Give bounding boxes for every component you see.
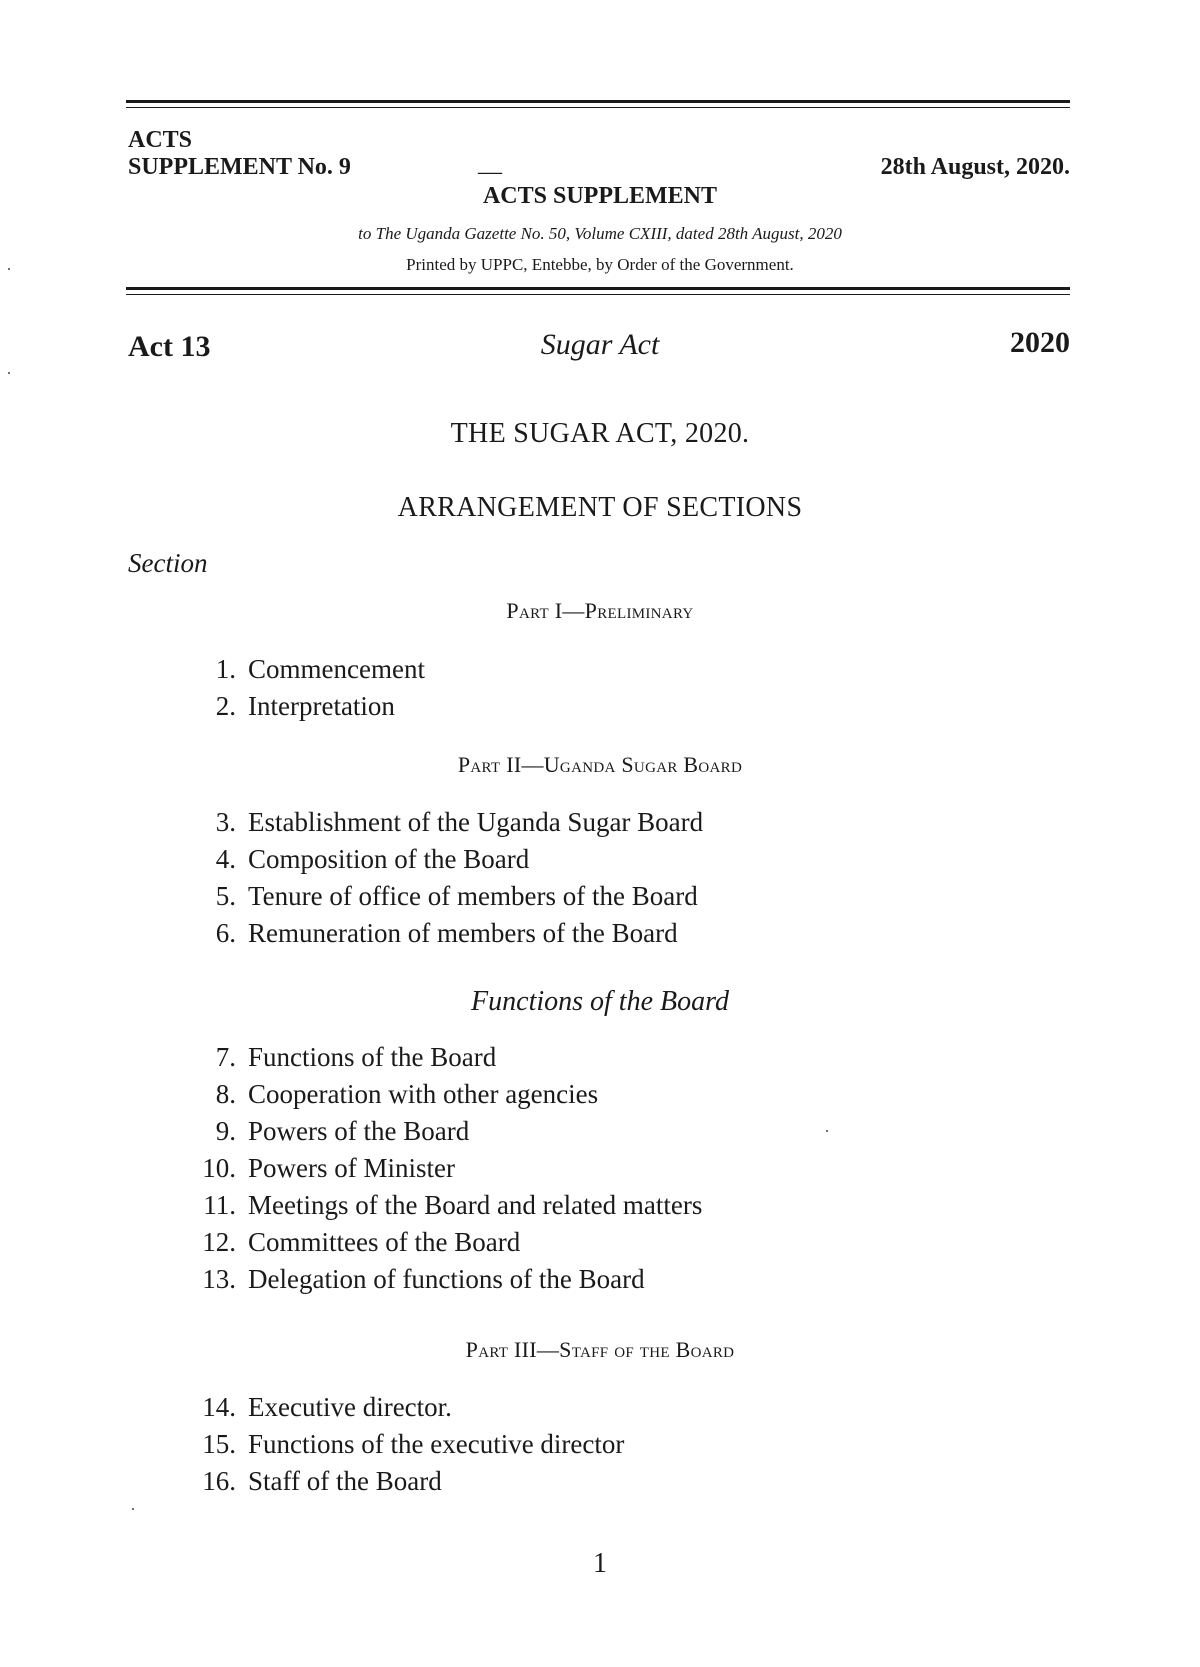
section-number: 8.	[215, 1079, 236, 1109]
section-title: Committees of the Board	[248, 1227, 521, 1257]
section-title: Delegation of functions of the Board	[248, 1264, 645, 1294]
section-title: Powers of Minister	[248, 1153, 455, 1183]
part-heading-3: Part III—Staff of the Board	[465, 1337, 735, 1362]
section-title: Commencement	[248, 654, 425, 684]
section-number: 3.	[215, 807, 236, 837]
scan-speck	[132, 1508, 134, 1510]
section-title: Functions of the Board	[248, 1042, 497, 1072]
header-date: 28th August, 2020.	[880, 154, 1070, 180]
header-gazette-line: to The Uganda Gazette No. 50, Volume CXIII, dated 28th August, 2020	[358, 224, 842, 243]
section-number: 1.	[215, 654, 236, 684]
header-acts-supplement: ACTS SUPPLEMENT	[482, 183, 718, 209]
section-number: 15.	[202, 1429, 236, 1459]
top-rule-thin	[126, 107, 1070, 108]
document-title: THE SUGAR ACT, 2020.	[450, 418, 750, 449]
section-title: Staff of the Board	[248, 1466, 442, 1496]
header-rule-thin	[126, 294, 1070, 295]
running-head-act-no: Act 13	[128, 330, 211, 363]
section-title: Tenure of office of members of the Board	[248, 881, 698, 911]
section-number: 5.	[215, 881, 236, 911]
running-head-title: Sugar Act	[540, 328, 660, 361]
top-rule-thick	[126, 100, 1070, 103]
section-number: 16.	[202, 1466, 236, 1496]
subpart-heading-functions: Functions of the Board	[471, 986, 729, 1017]
section-number: 11.	[203, 1190, 236, 1220]
section-title: Functions of the executive director	[248, 1429, 625, 1459]
section-number: 2.	[215, 691, 236, 721]
header-dash: __	[478, 151, 502, 177]
scan-speck	[8, 268, 10, 270]
section-number: 13.	[202, 1264, 236, 1294]
section-number: 10.	[202, 1153, 236, 1183]
page-number: 1	[593, 1548, 607, 1579]
header-acts: ACTS	[128, 127, 193, 153]
section-title: Interpretation	[248, 691, 395, 721]
section-title: Executive director.	[248, 1392, 452, 1422]
section-number: 4.	[215, 844, 236, 874]
header-printed-line: Printed by UPPC, Entebbe, by Order of the Government.	[406, 255, 794, 274]
header-supplement-no: SUPPLEMENT No. 9	[128, 154, 351, 180]
section-title: Composition of the Board	[248, 844, 530, 874]
section-number: 6.	[215, 918, 236, 948]
section-number: 9.	[215, 1116, 236, 1146]
section-number: 7.	[215, 1042, 236, 1072]
section-title: Cooperation with other agencies	[248, 1079, 599, 1109]
scan-speck	[826, 1130, 828, 1132]
scan-speck	[8, 372, 10, 374]
section-title: Remuneration of members of the Board	[248, 918, 678, 948]
section-label: Section	[128, 548, 208, 578]
section-number: 14.	[202, 1392, 236, 1422]
arrangement-heading: ARRANGEMENT OF SECTIONS	[397, 492, 803, 523]
part-heading-1: Part I—Preliminary	[506, 598, 694, 623]
running-head-year: 2020	[1010, 326, 1070, 359]
part-heading-2: Part II—Uganda Sugar Board	[457, 752, 743, 777]
section-title: Establishment of the Uganda Sugar Board	[248, 807, 704, 837]
header-rule-thick	[126, 287, 1070, 290]
section-number: 12.	[202, 1227, 236, 1257]
section-title: Meetings of the Board and related matters	[248, 1190, 703, 1220]
section-title: Powers of the Board	[248, 1116, 470, 1146]
